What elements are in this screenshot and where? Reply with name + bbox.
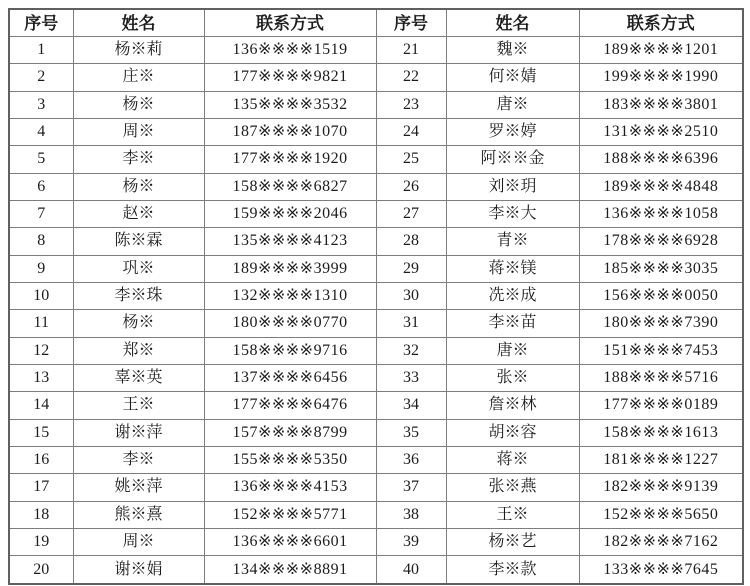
name-cell: 王※ — [446, 501, 579, 528]
serial-cell: 10 — [9, 282, 73, 309]
serial-cell: 20 — [9, 556, 73, 584]
serial-cell: 33 — [376, 364, 446, 391]
table-row — [9, 282, 743, 309]
table-row — [9, 419, 743, 446]
phone-cell: 178※※※※6928 — [579, 228, 743, 255]
serial-cell: 31 — [376, 310, 446, 337]
serial-cell: 32 — [376, 337, 446, 364]
header-row — [9, 9, 743, 37]
name-cell: 魏※ — [446, 37, 579, 64]
serial-cell: 13 — [9, 364, 73, 391]
serial-cell: 38 — [376, 501, 446, 528]
phone-cell: 182※※※※7162 — [579, 528, 743, 555]
name-cell: 唐※ — [446, 337, 579, 364]
phone-cell: 177※※※※6476 — [204, 392, 376, 419]
name-cell: 巩※ — [73, 255, 204, 282]
phone-cell: 189※※※※1201 — [579, 37, 743, 64]
table-row — [9, 556, 743, 584]
name-cell: 杨※艺 — [446, 528, 579, 555]
table-body — [9, 37, 743, 585]
serial-cell: 18 — [9, 501, 73, 528]
name-cell: 陈※霖 — [73, 228, 204, 255]
name-cell: 胡※容 — [446, 419, 579, 446]
serial-cell: 25 — [376, 146, 446, 173]
phone-cell: 157※※※※8799 — [204, 419, 376, 446]
name-cell: 青※ — [446, 228, 579, 255]
phone-cell: 152※※※※5650 — [579, 501, 743, 528]
header-serial-left: 序号 — [9, 9, 73, 37]
name-cell: 王※ — [73, 392, 204, 419]
table-row — [9, 255, 743, 282]
serial-cell: 35 — [376, 419, 446, 446]
phone-cell: 180※※※※0770 — [204, 310, 376, 337]
phone-cell: 136※※※※4153 — [204, 474, 376, 501]
table-row — [9, 91, 743, 118]
header-name-right: 姓名 — [446, 9, 579, 37]
phone-cell: 134※※※※8891 — [204, 556, 376, 584]
header-name-left: 姓名 — [73, 9, 204, 37]
name-cell: 唐※ — [446, 91, 579, 118]
phone-cell: 177※※※※9821 — [204, 64, 376, 91]
name-cell: 杨※ — [73, 173, 204, 200]
header-phone-right: 联系方式 — [579, 9, 743, 37]
serial-cell: 16 — [9, 446, 73, 473]
table-row — [9, 446, 743, 473]
serial-cell: 7 — [9, 200, 73, 227]
phone-cell: 159※※※※2046 — [204, 200, 376, 227]
serial-cell: 36 — [376, 446, 446, 473]
serial-cell: 3 — [9, 91, 73, 118]
serial-cell: 8 — [9, 228, 73, 255]
name-cell: 赵※ — [73, 200, 204, 227]
phone-cell: 135※※※※3532 — [204, 91, 376, 118]
serial-cell: 12 — [9, 337, 73, 364]
phone-cell: 152※※※※5771 — [204, 501, 376, 528]
serial-cell: 26 — [376, 173, 446, 200]
phone-cell: 133※※※※7645 — [579, 556, 743, 584]
name-cell: 张※燕 — [446, 474, 579, 501]
table-row — [9, 337, 743, 364]
name-cell: 庄※ — [73, 64, 204, 91]
name-cell: 蒋※ — [446, 446, 579, 473]
phone-cell: 155※※※※5350 — [204, 446, 376, 473]
serial-cell: 11 — [9, 310, 73, 337]
serial-cell: 23 — [376, 91, 446, 118]
phone-cell: 158※※※※9716 — [204, 337, 376, 364]
phone-cell: 135※※※※4123 — [204, 228, 376, 255]
name-cell: 李※ — [73, 146, 204, 173]
table-row — [9, 364, 743, 391]
name-cell: 杨※ — [73, 91, 204, 118]
name-cell: 李※苗 — [446, 310, 579, 337]
serial-cell: 17 — [9, 474, 73, 501]
phone-cell: 158※※※※6827 — [204, 173, 376, 200]
name-cell: 李※大 — [446, 200, 579, 227]
phone-cell: 182※※※※9139 — [579, 474, 743, 501]
table-row — [9, 37, 743, 64]
name-cell: 罗※婷 — [446, 118, 579, 145]
serial-cell: 1 — [9, 37, 73, 64]
name-cell: 李※款 — [446, 556, 579, 584]
name-cell: 詹※林 — [446, 392, 579, 419]
name-cell: 姚※萍 — [73, 474, 204, 501]
name-cell: 辜※英 — [73, 364, 204, 391]
table-row — [9, 310, 743, 337]
serial-cell: 9 — [9, 255, 73, 282]
phone-cell: 183※※※※3801 — [579, 91, 743, 118]
phone-cell: 199※※※※1990 — [579, 64, 743, 91]
phone-cell: 132※※※※1310 — [204, 282, 376, 309]
name-cell: 杨※莉 — [73, 37, 204, 64]
table-row — [9, 501, 743, 528]
name-cell: 杨※ — [73, 310, 204, 337]
phone-cell: 177※※※※0189 — [579, 392, 743, 419]
serial-cell: 6 — [9, 173, 73, 200]
name-cell: 谢※娟 — [73, 556, 204, 584]
table-row — [9, 173, 743, 200]
phone-cell: 136※※※※6601 — [204, 528, 376, 555]
table-row — [9, 200, 743, 227]
name-cell: 周※ — [73, 118, 204, 145]
table-row — [9, 146, 743, 173]
name-cell: 谢※萍 — [73, 419, 204, 446]
header-phone-left: 联系方式 — [204, 9, 376, 37]
phone-cell: 136※※※※1519 — [204, 37, 376, 64]
name-cell: 阿※※金 — [446, 146, 579, 173]
serial-cell: 14 — [9, 392, 73, 419]
header-serial-right: 序号 — [376, 9, 446, 37]
table-row — [9, 474, 743, 501]
phone-cell: 137※※※※6456 — [204, 364, 376, 391]
serial-cell: 29 — [376, 255, 446, 282]
phone-cell: 156※※※※0050 — [579, 282, 743, 309]
serial-cell: 27 — [376, 200, 446, 227]
serial-cell: 21 — [376, 37, 446, 64]
phone-cell: 189※※※※4848 — [579, 173, 743, 200]
serial-cell: 39 — [376, 528, 446, 555]
contact-roster-table — [8, 8, 744, 585]
phone-cell: 188※※※※5716 — [579, 364, 743, 391]
serial-cell: 4 — [9, 118, 73, 145]
phone-cell: 136※※※※1058 — [579, 200, 743, 227]
name-cell: 蒋※镁 — [446, 255, 579, 282]
phone-cell: 151※※※※7453 — [579, 337, 743, 364]
serial-cell: 19 — [9, 528, 73, 555]
serial-cell: 15 — [9, 419, 73, 446]
phone-cell: 187※※※※1070 — [204, 118, 376, 145]
serial-cell: 37 — [376, 474, 446, 501]
serial-cell: 5 — [9, 146, 73, 173]
phone-cell: 188※※※※6396 — [579, 146, 743, 173]
serial-cell: 30 — [376, 282, 446, 309]
serial-cell: 22 — [376, 64, 446, 91]
phone-cell: 181※※※※1227 — [579, 446, 743, 473]
phone-cell: 189※※※※3999 — [204, 255, 376, 282]
serial-cell: 34 — [376, 392, 446, 419]
name-cell: 张※ — [446, 364, 579, 391]
name-cell: 李※珠 — [73, 282, 204, 309]
name-cell: 刘※玥 — [446, 173, 579, 200]
name-cell: 熊※熹 — [73, 501, 204, 528]
phone-cell: 131※※※※2510 — [579, 118, 743, 145]
table-row — [9, 528, 743, 555]
serial-cell: 24 — [376, 118, 446, 145]
contact-roster-sheet — [8, 8, 744, 585]
phone-cell: 185※※※※3035 — [579, 255, 743, 282]
serial-cell: 28 — [376, 228, 446, 255]
name-cell: 李※ — [73, 446, 204, 473]
serial-cell: 40 — [376, 556, 446, 584]
name-cell: 冼※成 — [446, 282, 579, 309]
name-cell: 郑※ — [73, 337, 204, 364]
serial-cell: 2 — [9, 64, 73, 91]
name-cell: 周※ — [73, 528, 204, 555]
phone-cell: 158※※※※1613 — [579, 419, 743, 446]
phone-cell: 180※※※※7390 — [579, 310, 743, 337]
name-cell: 何※婧 — [446, 64, 579, 91]
table-row — [9, 118, 743, 145]
table-row — [9, 64, 743, 91]
phone-cell: 177※※※※1920 — [204, 146, 376, 173]
table-row — [9, 392, 743, 419]
table-row — [9, 228, 743, 255]
